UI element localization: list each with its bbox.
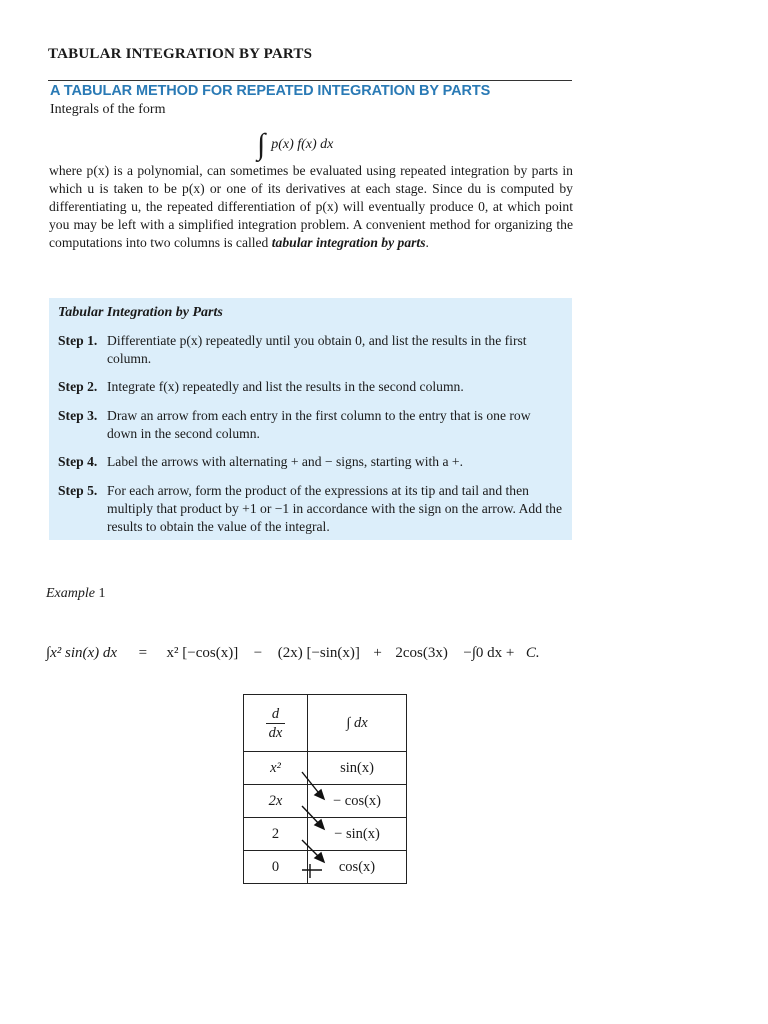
table-header-row (244, 695, 407, 752)
example-equation (46, 645, 540, 662)
table-cell-derivative: 0 (244, 851, 308, 884)
example-label: Example (46, 586, 95, 601)
step-text: Label the arrows with alternating + and − signs, starting with a +. (107, 454, 463, 469)
step-text: Differentiate p(x) repeatedly until you obtain 0, and list the results in the first column. (107, 333, 527, 366)
step-4 (58, 453, 566, 471)
intro-text: Integrals of the form (50, 102, 166, 117)
table-cell-derivative: 2 (244, 818, 308, 851)
body-line: parts in which u is taken to be p(x) or one of its derivatives at each stage. Since du is (49, 163, 573, 196)
step-label: Step 5. (58, 483, 98, 498)
table-cell-integral: cos(x) (308, 851, 407, 884)
equation-op-1: − (253, 645, 263, 661)
step-label: Step 3. (58, 408, 98, 423)
document-title: TABULAR INTEGRATION BY PARTS (48, 46, 313, 62)
equation-term-2: (2x) [−sin(x)] (277, 645, 360, 661)
step-label: Step 2. (58, 379, 98, 394)
step-text: Integrate f(x) repeatedly and list the results in the second column. (107, 379, 464, 394)
body-paragraph (49, 162, 573, 252)
section-heading: A TABULAR METHOD FOR REPEATED INTEGRATION BY PARTS (50, 83, 491, 99)
integral-display (257, 122, 334, 161)
step-3 (58, 407, 566, 443)
body-line: 0, at which point you may be left with a simplified integration problem. A convenient (49, 199, 573, 232)
equation-term-5: C. (525, 645, 540, 661)
step-1 (58, 332, 566, 368)
fraction-denominator: dx (268, 724, 283, 741)
equation-term-1: x² [−cos(x)] (166, 645, 239, 661)
fraction-numerator: d (266, 705, 285, 724)
header-derivative (244, 695, 308, 752)
step-text: For each arrow, form the product of the expressions at its tip and tail and then multiply that product by +1 or −1 in accordance with the sign on the arrow. Add the results to obtain the value of the integral. (107, 483, 563, 534)
table-cell-integral: − sin(x) (308, 818, 407, 851)
equation-term-3: 2cos(3x) (395, 645, 448, 661)
step-label: Step 1. (58, 333, 98, 348)
equation-lhs: ∫x² sin(x) dx (46, 645, 118, 661)
table-arrows (300, 770, 340, 885)
step-label: Step 4. (58, 454, 98, 469)
header-integral: ∫ dx (308, 695, 407, 752)
procedure-box (49, 298, 572, 540)
body-end: . (425, 235, 429, 250)
step-5 (58, 482, 566, 536)
table-cell-integral: − cos(x) (308, 785, 407, 818)
table-cell-derivative: 2x (244, 785, 308, 818)
integral-sign: ∫ (257, 128, 266, 161)
body-line: where p(x) is a polynomial, can sometimes be evaluated using repeated integration by (49, 163, 528, 178)
equation-equals: = (138, 645, 148, 661)
equation-op-2: + (373, 645, 382, 661)
arrow-head (315, 790, 324, 799)
example-heading (46, 586, 105, 602)
integral-expression: p(x) f(x) dx (271, 137, 334, 152)
box-title: Tabular Integration by Parts (58, 305, 223, 320)
step-2 (58, 378, 566, 396)
derivative-fraction (266, 705, 285, 742)
body-emphasis: tabular integration by parts (271, 235, 426, 250)
body-line: method for organizing the computations into two columns is called (49, 217, 573, 250)
body-line: computed by differentiating u, the repeated differentiation of p(x) will eventually produce (49, 181, 573, 214)
table-cell-integral: sin(x) (308, 752, 407, 785)
example-number: 1 (98, 586, 106, 601)
heading-rule (48, 80, 572, 81)
table-cell-derivative: x² (244, 752, 308, 785)
equation-term-4: −∫0 dx + (463, 645, 515, 661)
step-text: Draw an arrow from each entry in the first column to the entry that is one row down in the second column. (107, 408, 531, 441)
